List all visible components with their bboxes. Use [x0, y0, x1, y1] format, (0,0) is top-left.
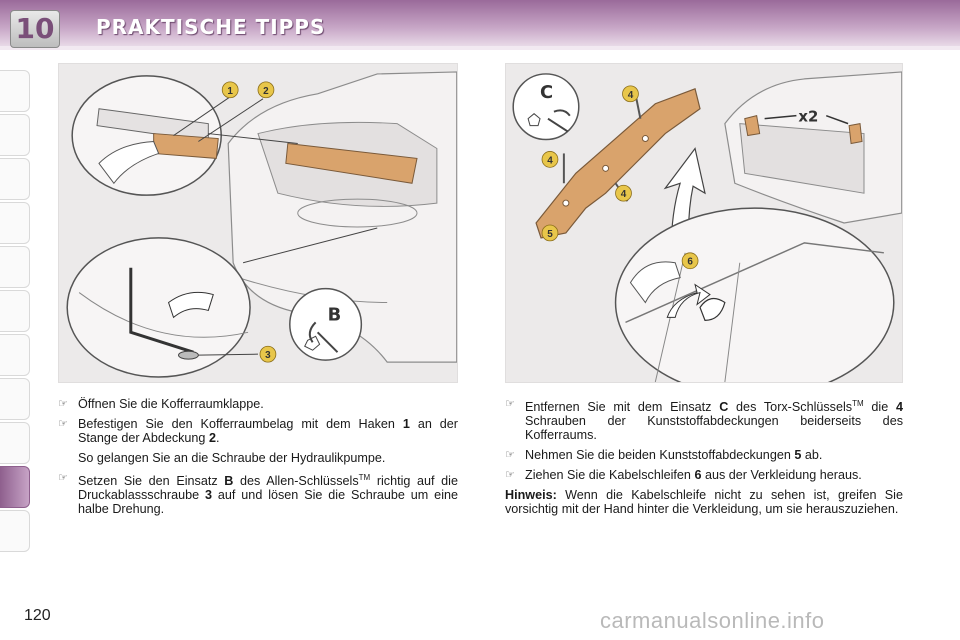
- instruction-remove-covers: ☞ Nehmen Sie die beiden Kunststoffabdeckungen 5 ab.: [505, 448, 823, 463]
- page-number: 120: [24, 607, 51, 624]
- chapter-tab-6[interactable]: [0, 290, 30, 332]
- instruction-fix-trunk-mat: ☞ Befestigen Sie den Kofferraumbelag mit dem Haken 1 an der Stange der Abdeckung 2.: [58, 417, 458, 445]
- watermark: carmanualsonline.info: [600, 608, 825, 633]
- page-title: PRAKTISCHE TIPPS: [96, 15, 326, 39]
- detail-circle-screw: [67, 238, 250, 377]
- insert-c-letter: C: [540, 81, 554, 103]
- label-4a: 4: [627, 89, 634, 101]
- page-header: [0, 0, 960, 50]
- multiplier-label: x2: [798, 107, 819, 126]
- pressure-screw: [179, 351, 199, 359]
- trunk-illustration-svg: [59, 64, 457, 382]
- chapter-tab-10-active[interactable]: [0, 466, 30, 508]
- trim-right-marker: [849, 124, 862, 144]
- chapter-tab-11[interactable]: [0, 510, 30, 552]
- instruction-pull-cables: ☞ Ziehen Sie die Kabelschleifen 6 aus der Verkleidung heraus.: [505, 468, 862, 483]
- instruction-remove-screws: ☞ Entfernen Sie mit dem Einsatz C des Torx-Schlüssels™ die 4 Schrauben der Kunststoffabdeckungen beiderseits des Kofferraums.: [505, 398, 903, 443]
- label-5: 5: [547, 228, 553, 240]
- illustration-trunk-hydraulic-pump: [58, 63, 458, 383]
- instructions-right: [505, 397, 903, 516]
- chapter-tab-4[interactable]: [0, 202, 30, 244]
- insert-b-letter: B: [327, 304, 342, 326]
- chapter-tab-2[interactable]: [0, 114, 30, 156]
- chapter-tab-1[interactable]: [0, 70, 30, 112]
- hint-note: Hinweis: Wenn die Kabelschleife nicht zu sehen ist, greifen Sie vorsichtig mit der Hand hinter die Verkleidung, um sie herauszuziehen.: [505, 488, 903, 517]
- pointing-hand-icon: ☞: [505, 449, 515, 462]
- instructions-left: [58, 397, 458, 522]
- chapter-badge: 10: [10, 10, 60, 48]
- cover-panel: [154, 134, 219, 159]
- chapter-tab-9[interactable]: [0, 422, 30, 464]
- pointing-hand-icon: ☞: [58, 472, 68, 484]
- chapter-tab-5[interactable]: [0, 246, 30, 288]
- chapter-tab-8[interactable]: [0, 378, 30, 420]
- pointing-hand-icon: ☞: [58, 398, 68, 410]
- instruction-loosen-screw: ☞ Setzen Sie den Einsatz B des Allen-Schlüssels™ richtig auf die Druckablassschraube 3 auf und lösen Sie die Schraube um eine halbe Drehung.: [58, 472, 458, 517]
- pointing-hand-icon: ☞: [58, 418, 68, 430]
- label-4c: 4: [620, 189, 627, 201]
- insert-b-circle: [290, 289, 362, 361]
- pointing-hand-icon: ☞: [505, 398, 515, 410]
- pointing-hand-icon: ☞: [505, 469, 515, 482]
- detail-circle-cable: [616, 208, 894, 382]
- instruction-access-pump: So gelangen Sie an die Schraube der Hydraulikpumpe.: [78, 451, 386, 465]
- label-1: 1: [227, 85, 233, 97]
- label-3: 3: [265, 350, 271, 362]
- trim-left-marker: [745, 116, 760, 136]
- label-4b: 4: [547, 155, 553, 167]
- chapter-tab-7[interactable]: [0, 334, 30, 376]
- chapter-tab-bar: [0, 70, 32, 575]
- trim-illustration-svg: [506, 64, 902, 382]
- illustration-trunk-trim-removal: [505, 63, 903, 383]
- screw-hole-1: [563, 200, 569, 206]
- chapter-tab-3[interactable]: [0, 158, 30, 200]
- instruction-open-trunk: ☞ Öffnen Sie die Kofferraumklappe.: [58, 397, 264, 411]
- screw-hole-2: [603, 165, 609, 171]
- screw-hole-3: [642, 136, 648, 142]
- header-strip: [0, 46, 960, 50]
- label-6: 6: [687, 256, 693, 268]
- label-2: 2: [263, 85, 269, 97]
